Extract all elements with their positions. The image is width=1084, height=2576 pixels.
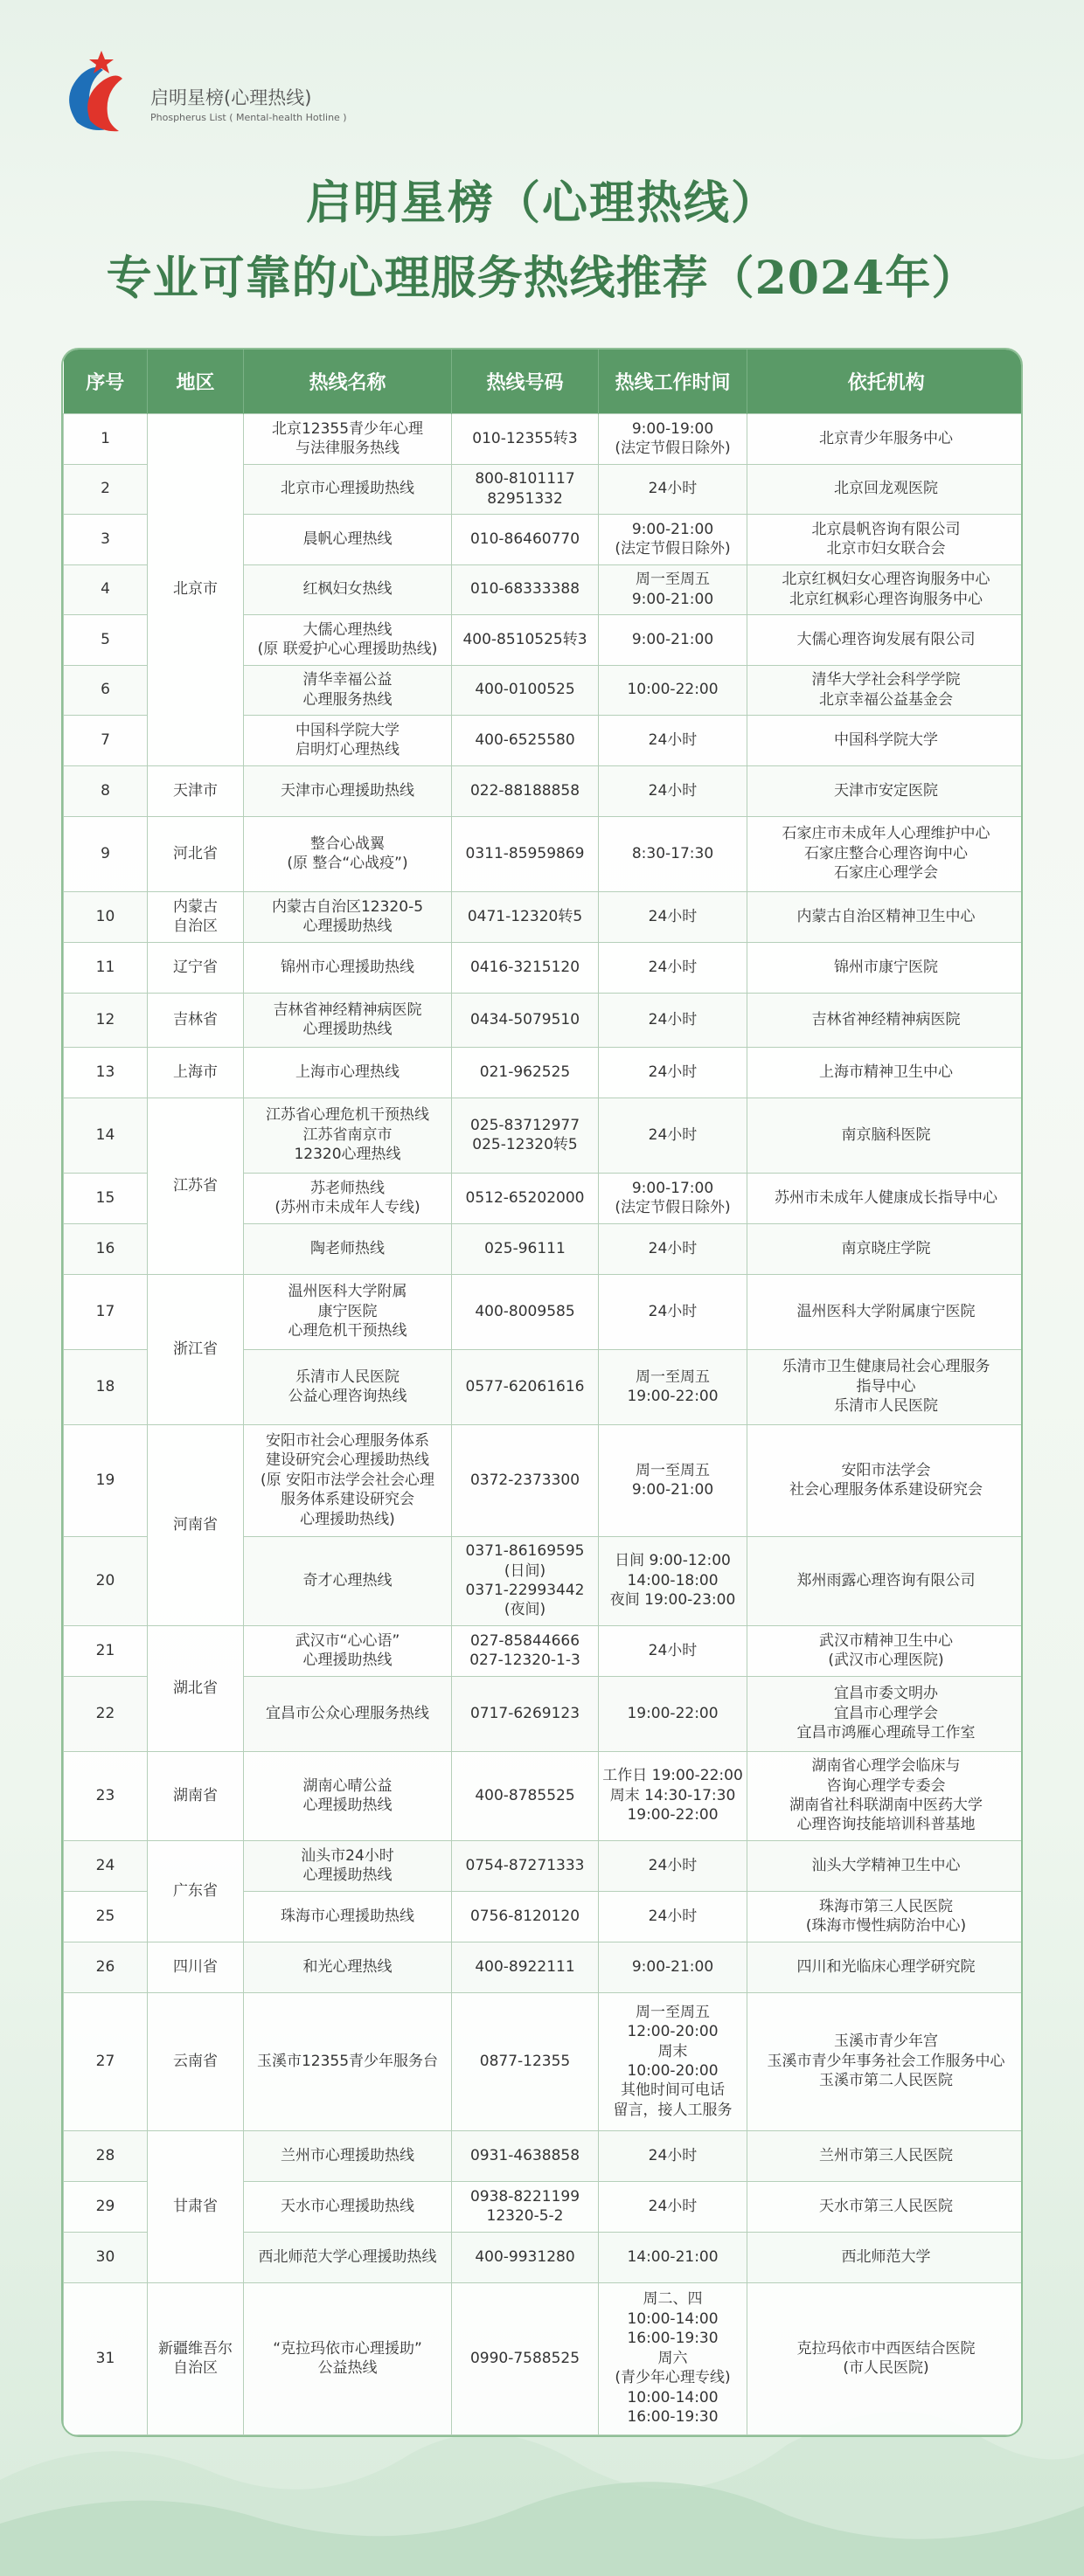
hotline-org: 上海市精神卫生中心 [747, 1047, 1024, 1098]
hotline-number: 021-962525 [452, 1047, 599, 1098]
hotline-name: 奇才心理热线 [244, 1536, 452, 1625]
hotline-number: 0931-4638858 [452, 2130, 599, 2181]
hotline-hours: 周一至周五 9:00-21:00 [599, 1424, 747, 1536]
hotline-org: 北京晨帆咨询有限公司 北京市妇女联合会 [747, 514, 1024, 564]
table-row [64, 1751, 1024, 1840]
region-cell: 河南省 [148, 1424, 244, 1625]
hotline-name: 兰州市心理援助热线 [244, 2130, 452, 2181]
row-number: 21 [64, 1625, 148, 1676]
row-number: 29 [64, 2181, 148, 2232]
hotline-hours: 24小时 [599, 1891, 747, 1942]
page-subtitle: 专业可靠的心理服务热线推荐（2024年） [106, 252, 978, 305]
hotline-hours: 9:00-21:00 [599, 1942, 747, 1992]
hotline-org: 湖南省心理学会临床与 咨询心理学专委会 湖南省社科联湖南中医药大学 心理咨询技能培训科普基地 [747, 1751, 1024, 1840]
hotline-name: 内蒙古自治区12320-5 心理援助热线 [244, 891, 452, 942]
table-row [64, 1098, 1024, 1173]
row-number: 23 [64, 1751, 148, 1840]
hotline-org: 中国科学院大学 [747, 715, 1024, 765]
hotline-org: 北京回龙观医院 [747, 464, 1024, 514]
page-title: 启明星榜（心理热线） [305, 177, 778, 230]
hotline-name: 西北师范大学心理援助热线 [244, 2232, 452, 2282]
hotline-hours: 24小时 [599, 942, 747, 993]
region-cell: 河北省 [148, 816, 244, 891]
hotline-hours: 24小时 [599, 891, 747, 942]
hotline-org: 克拉玛依市中西医结合医院 (市人民医院) [747, 2282, 1024, 2434]
hotline-number: 0371-86169595 (日间) 0371-22993442 (夜间) [452, 1536, 599, 1625]
table-row [64, 2282, 1024, 2434]
hotline-org: 武汉市精神卫生中心 (武汉市心理医院) [747, 1625, 1024, 1676]
hotline-org: 乐清市卫生健康局社会心理服务 指导中心 乐清市人民医院 [747, 1349, 1024, 1424]
hotline-name: 中国科学院大学 启明灯心理热线 [244, 715, 452, 765]
hotline-org: 玉溪市青少年宫 玉溪市青少年事务社会工作服务中心 玉溪市第二人民医院 [747, 1992, 1024, 2130]
hotline-name: 天水市心理援助热线 [244, 2181, 452, 2232]
hotline-org: 苏州市未成年人健康成长指导中心 [747, 1173, 1024, 1223]
region-cell: 吉林省 [148, 993, 244, 1047]
region-cell: 辽宁省 [148, 942, 244, 993]
hotline-name: 乐清市人民医院 公益心理咨询热线 [244, 1349, 452, 1424]
table-row [64, 816, 1024, 891]
phosphorus-logo-icon [42, 44, 147, 140]
hotline-name: 江苏省心理危机干预热线 江苏省南京市 12320心理热线 [244, 1098, 452, 1173]
brand-subtitle: Phospherus List ( Mental-health Hotline ) [150, 112, 347, 123]
hotline-hours: 24小时 [599, 2181, 747, 2232]
hotline-number: 400-8785525 [452, 1751, 599, 1840]
hotline-org: 郑州雨露心理咨询有限公司 [747, 1536, 1024, 1625]
hotline-number: 0311-85959869 [452, 816, 599, 891]
row-number: 15 [64, 1173, 148, 1223]
hotline-org: 北京红枫妇女心理咨询服务中心 北京红枫彩心理咨询服务中心 [747, 564, 1024, 614]
hotline-number: 0372-2373300 [452, 1424, 599, 1536]
hotline-hours: 14:00-21:00 [599, 2232, 747, 2282]
region-cell: 湖北省 [148, 1625, 244, 1751]
row-number: 17 [64, 1274, 148, 1349]
hotline-name: 清华幸福公益 心理服务热线 [244, 665, 452, 715]
hotline-number: 0877-12355 [452, 1992, 599, 2130]
hotline-number: 0990-7588525 [452, 2282, 599, 2434]
row-number: 1 [64, 413, 148, 464]
region-cell: 江苏省 [148, 1098, 244, 1274]
row-number: 25 [64, 1891, 148, 1942]
hotline-hours: 周二、四 10:00-14:00 16:00-19:30 周六 (青少年心理专线) 10:00-14:00 16:00-19:30 [599, 2282, 747, 2434]
hotline-org: 珠海市第三人民医院 (珠海市慢性病防治中心) [747, 1891, 1024, 1942]
hotline-org: 兰州市第三人民医院 [747, 2130, 1024, 2181]
table-row [64, 1047, 1024, 1098]
header-number: 热线号码 [452, 350, 599, 413]
hotline-org: 锦州市康宁医院 [747, 942, 1024, 993]
hotline-org: 吉林省神经精神病医院 [747, 993, 1024, 1047]
hotline-number: 010-68333388 [452, 564, 599, 614]
region-cell: 上海市 [148, 1047, 244, 1098]
hotline-hours: 24小时 [599, 1625, 747, 1676]
row-number: 4 [64, 564, 148, 614]
hotline-hours: 日间 9:00-12:00 14:00-18:00 夜间 19:00-23:00 [599, 1536, 747, 1625]
hotline-hours: 10:00-22:00 [599, 665, 747, 715]
table-row [64, 1424, 1024, 1536]
hotline-org: 宜昌市委文明办 宜昌市心理学会 宜昌市鸿雁心理疏导工作室 [747, 1676, 1024, 1751]
hotline-number: 400-9931280 [452, 2232, 599, 2282]
table-header-row [64, 350, 1024, 413]
table-row [64, 1992, 1024, 2130]
hotline-name: 苏老师热线 (苏州市未成年人专线) [244, 1173, 452, 1223]
hotline-number: 400-8510525转3 [452, 614, 599, 665]
hotline-hours: 24小时 [599, 1223, 747, 1274]
region-cell: 北京市 [148, 413, 244, 765]
hotline-number: 027-85844666 027-12320-1-3 [452, 1625, 599, 1676]
row-number: 2 [64, 464, 148, 514]
hotline-name: 武汉市“心心语” 心理援助热线 [244, 1625, 452, 1676]
hotline-org: 汕头大学精神卫生中心 [747, 1840, 1024, 1891]
hotline-hours: 24小时 [599, 2130, 747, 2181]
hotline-number: 0754-87271333 [452, 1840, 599, 1891]
hotline-org: 温州医科大学附属康宁医院 [747, 1274, 1024, 1349]
hotline-name: 锦州市心理援助热线 [244, 942, 452, 993]
hotline-org: 天津市安定医院 [747, 765, 1024, 816]
hotline-org: 北京青少年服务中心 [747, 413, 1024, 464]
hotline-name: 汕头市24小时 心理援助热线 [244, 1840, 452, 1891]
region-cell: 湖南省 [148, 1751, 244, 1840]
hotline-number: 400-8009585 [452, 1274, 599, 1349]
header-org: 依托机构 [747, 350, 1024, 413]
hotline-hours: 9:00-21:00 (法定节假日除外) [599, 514, 747, 564]
hotline-name: 玉溪市12355青少年服务台 [244, 1992, 452, 2130]
table-row [64, 2130, 1024, 2181]
table-body [64, 413, 1024, 2434]
region-cell: 广东省 [148, 1840, 244, 1942]
row-number: 13 [64, 1047, 148, 1098]
hotline-org: 天水市第三人民医院 [747, 2181, 1024, 2232]
row-number: 5 [64, 614, 148, 665]
hotline-hours: 8:30-17:30 [599, 816, 747, 891]
hotline-name: 上海市心理热线 [244, 1047, 452, 1098]
hotline-name: 湖南心晴公益 心理援助热线 [244, 1751, 452, 1840]
hotline-name: 北京市心理援助热线 [244, 464, 452, 514]
header-name: 热线名称 [244, 350, 452, 413]
row-number: 10 [64, 891, 148, 942]
hotline-number: 025-83712977 025-12320转5 [452, 1098, 599, 1173]
hotline-number: 010-86460770 [452, 514, 599, 564]
hotline-org: 大儒心理咨询发展有限公司 [747, 614, 1024, 665]
hotline-name: 红枫妇女热线 [244, 564, 452, 614]
hotline-table-container [61, 348, 1023, 2437]
brand-name: 启明星榜(心理热线) [150, 87, 312, 108]
row-number: 28 [64, 2130, 148, 2181]
hotline-hours: 周一至周五 19:00-22:00 [599, 1349, 747, 1424]
hotline-number: 022-88188858 [452, 765, 599, 816]
hotline-hours: 24小时 [599, 993, 747, 1047]
row-number: 18 [64, 1349, 148, 1424]
hotline-name: 宜昌市公众心理服务热线 [244, 1676, 452, 1751]
hotline-number: 0938-8221199 12320-5-2 [452, 2181, 599, 2232]
hotline-hours: 9:00-17:00 (法定节假日除外) [599, 1173, 747, 1223]
hotline-hours: 24小时 [599, 1047, 747, 1098]
hotline-org: 四川和光临床心理学研究院 [747, 1942, 1024, 1992]
hotline-hours: 24小时 [599, 464, 747, 514]
hotline-number: 0756-8120120 [452, 1891, 599, 1942]
row-number: 26 [64, 1942, 148, 1992]
row-number: 24 [64, 1840, 148, 1891]
row-number: 30 [64, 2232, 148, 2282]
hotline-name: 天津市心理援助热线 [244, 765, 452, 816]
hotline-number: 0471-12320转5 [452, 891, 599, 942]
hotline-number: 400-8922111 [452, 1942, 599, 1992]
hotline-hours: 9:00-21:00 [599, 614, 747, 665]
hotline-hours: 周一至周五 12:00-20:00 周末 10:00-20:00 其他时间可电话 留言，接人工服务 [599, 1992, 747, 2130]
table-row [64, 942, 1024, 993]
hotline-name: 温州医科大学附属 康宁医院 心理危机干预热线 [244, 1274, 452, 1349]
hotline-hours: 24小时 [599, 715, 747, 765]
hotline-number: 0434-5079510 [452, 993, 599, 1047]
table-row [64, 891, 1024, 942]
brand-logo [42, 44, 427, 140]
hotline-number: 400-6525580 [452, 715, 599, 765]
row-number: 8 [64, 765, 148, 816]
hotline-name: 整合心战翼 (原 整合“心战疫”) [244, 816, 452, 891]
row-number: 6 [64, 665, 148, 715]
hotline-hours: 24小时 [599, 1840, 747, 1891]
row-number: 22 [64, 1676, 148, 1751]
hotline-org: 南京晓庄学院 [747, 1223, 1024, 1274]
region-cell: 天津市 [148, 765, 244, 816]
region-cell: 甘肃省 [148, 2130, 244, 2282]
hotline-hours: 24小时 [599, 1274, 747, 1349]
hotline-name: 北京12355青少年心理 与法律服务热线 [244, 413, 452, 464]
hotline-hours: 周一至周五 9:00-21:00 [599, 564, 747, 614]
hotline-name: 珠海市心理援助热线 [244, 1891, 452, 1942]
table-row [64, 1274, 1024, 1349]
hotline-name: 安阳市社会心理服务体系 建设研究会心理援助热线 (原 安阳市法学会社会心理 服务体系建设研究会 心理援助热线) [244, 1424, 452, 1536]
header-region: 地区 [148, 350, 244, 413]
hotline-name: 晨帆心理热线 [244, 514, 452, 564]
hotline-hours: 9:00-19:00 (法定节假日除外) [599, 413, 747, 464]
row-number: 7 [64, 715, 148, 765]
header-no: 序号 [64, 350, 148, 413]
region-cell: 云南省 [148, 1992, 244, 2130]
hotline-hours: 工作日 19:00-22:00 周末 14:30-17:30 19:00-22:00 [599, 1751, 747, 1840]
row-number: 9 [64, 816, 148, 891]
region-cell: 四川省 [148, 1942, 244, 1992]
hotline-number: 025-96111 [452, 1223, 599, 1274]
table-row [64, 993, 1024, 1047]
hotline-name: 和光心理热线 [244, 1942, 452, 1992]
hotline-org: 安阳市法学会 社会心理服务体系建设研究会 [747, 1424, 1024, 1536]
region-cell: 内蒙古 自治区 [148, 891, 244, 942]
hotline-number: 400-0100525 [452, 665, 599, 715]
table-row [64, 1942, 1024, 1992]
row-number: 16 [64, 1223, 148, 1274]
row-number: 27 [64, 1992, 148, 2130]
row-number: 20 [64, 1536, 148, 1625]
table-row [64, 1840, 1024, 1891]
hotline-org: 石家庄市未成年人心理维护中心 石家庄整合心理咨询中心 石家庄心理学会 [747, 816, 1024, 891]
hotline-name: 吉林省神经精神病医院 心理援助热线 [244, 993, 452, 1047]
row-number: 19 [64, 1424, 148, 1536]
table-row [64, 1625, 1024, 1676]
hotline-number: 0577-62061616 [452, 1349, 599, 1424]
hotline-org: 内蒙古自治区精神卫生中心 [747, 891, 1024, 942]
hotline-name: 陶老师热线 [244, 1223, 452, 1274]
table-row [64, 413, 1024, 464]
hotline-table [63, 350, 1023, 2435]
row-number: 3 [64, 514, 148, 564]
hotline-name: “克拉玛依市心理援助” 公益热线 [244, 2282, 452, 2434]
row-number: 11 [64, 942, 148, 993]
hotline-hours: 19:00-22:00 [599, 1676, 747, 1751]
hotline-number: 010-12355转3 [452, 413, 599, 464]
hotline-org: 清华大学社会科学学院 北京幸福公益基金会 [747, 665, 1024, 715]
hotline-org: 南京脑科医院 [747, 1098, 1024, 1173]
hotline-number: 0512-65202000 [452, 1173, 599, 1223]
row-number: 14 [64, 1098, 148, 1173]
hotline-hours: 24小时 [599, 765, 747, 816]
row-number: 12 [64, 993, 148, 1047]
hotline-number: 800-8101117 82951332 [452, 464, 599, 514]
hotline-name: 大儒心理热线 (原 联爱护心心理援助热线) [244, 614, 452, 665]
table-row [64, 765, 1024, 816]
region-cell: 新疆维吾尔 自治区 [148, 2282, 244, 2434]
header-hours: 热线工作时间 [599, 350, 747, 413]
row-number: 31 [64, 2282, 148, 2434]
hotline-number: 0416-3215120 [452, 942, 599, 993]
hotline-org: 西北师范大学 [747, 2232, 1024, 2282]
region-cell: 浙江省 [148, 1274, 244, 1424]
hotline-number: 0717-6269123 [452, 1676, 599, 1751]
hotline-hours: 24小时 [599, 1098, 747, 1173]
